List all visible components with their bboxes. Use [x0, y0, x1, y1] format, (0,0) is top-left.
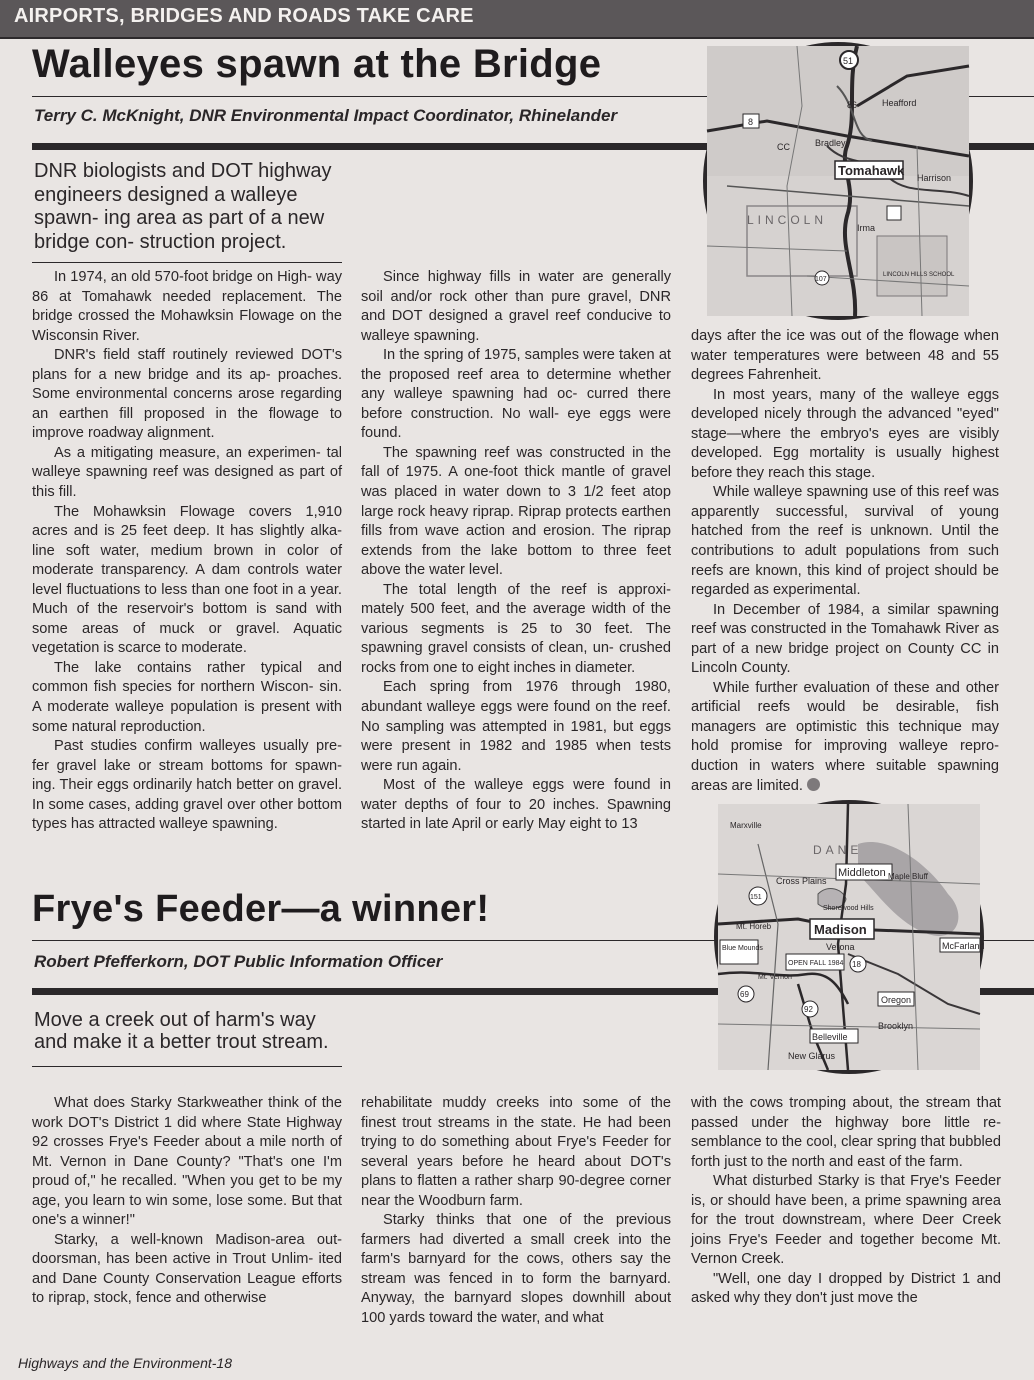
article1-byline: Terry C. McKnight, DNR Environmental Impact Coordinator, Rhinelander — [34, 106, 618, 125]
paragraph: The lake contains rather typical and common fish species for northern Wiscon- sin. A moderate walleye population is present with some natural reproduction. — [32, 659, 342, 735]
paragraph: While walleye spawning use of this reef was apparently successful, survival of young hatched from the reef is unknown. Until the contributions to adult populations from such reefs are known, this kind of project should be regarded as experimental. — [691, 484, 999, 599]
dek-rule — [32, 262, 342, 263]
article2-column-2 — [361, 1094, 671, 1329]
paragraph: "Well, one day I dropped by District 1 and asked why they don't just move the — [691, 1270, 1001, 1307]
paragraph: In most years, many of the walleye eggs developed nicely through the advanced "eyed" stage—where the embryo's eyes are visibly developed. Egg mortality is usually highest before they reach this stage. — [691, 386, 999, 481]
article2-byline: Robert Pfefferkorn, DOT Public Information Officer — [34, 952, 443, 971]
map-bradley-label: Bradley — [815, 138, 846, 148]
article1-column-2 — [361, 268, 671, 835]
section-banner — [0, 0, 1034, 39]
paragraph: What does Starky Starkweather think of the work DOT's District 1 did where State Highway 92 crosses Frye's Feeder about a mile north of Mt. Vernon in Dane County? "That's one I'm proud of," he recalled. "When you get to be my age, you learn to win some, lose some. But that one's a winner!" — [32, 1095, 342, 1229]
map-town-label: Tomahawk — [838, 163, 905, 178]
map-cross-plains-label: Cross Plains — [776, 876, 827, 886]
paragraph: In the spring of 1975, samples were taken at the proposed reef area to determine whether any walleye spawning had oc- curred there before construction. No wall- eye eggs were found. — [361, 347, 671, 442]
article2-dek: Move a creek out of harm's way and make it a better trout stream. — [34, 1009, 329, 1053]
map-shorewood-label: Shorewood Hills — [823, 905, 874, 912]
paragraph: Most of the walleye eggs were found in water depths of four to 20 inches. Spawning started in late April or early May eight to 13 — [361, 777, 671, 833]
map-hwy69-label: 69 — [740, 990, 749, 999]
tomahawk-map — [703, 42, 973, 320]
article2-column-3 — [691, 1094, 1001, 1309]
paragraph: What disturbed Starky is that Frye's Feeder is, or should have been, a prime spawning area for the trout downstream, where Deer Creek joins Frye's Feeder and together become Mt. Vernon Creek. — [691, 1173, 1001, 1268]
paragraph: rehabilitate muddy creeks into some of the finest trout streams in the state. He had been trying to do something about Frye's Feeder for several years before he heard about DOT's plans to flatten a rather sharp 90-degree corner near the Woodburn farm. — [361, 1095, 671, 1209]
map-school-label: LINCOLN HILLS SCHOOL — [883, 272, 955, 278]
dek-rule — [32, 1066, 342, 1067]
paragraph: Each spring from 1976 through 1980, abundant walleye eggs were found on the reef. No sampling was attempted in 1981, but eggs were present in 1982 and 1985 when tests were run again. — [361, 679, 671, 774]
map-dane-label: DANE — [813, 843, 863, 857]
tomahawk-map-drawing — [707, 46, 969, 316]
section-banner-text: AIRPORTS, BRIDGES AND ROADS TAKE CARE — [14, 5, 474, 27]
map-hwy86-label: 86 — [847, 100, 858, 110]
map-madison-label: Madison — [814, 922, 867, 937]
map-mt-horeb-label: Mt. Horeb — [736, 922, 772, 931]
map-cc-label: CC — [777, 142, 790, 152]
paragraph: DNR's field staff routinely reviewed DOT's plans for a new bridge and its ap- proaches. Some environmental concerns arose regarding an earthen fill proposed in the flowage to improve roadway alignment. — [32, 347, 342, 442]
map-verona-label: Verona — [826, 942, 855, 952]
map-hwy151-label: 151 — [750, 894, 762, 901]
map-middleton-label: Middleton — [838, 867, 886, 879]
paragraph: with the cows tromping about, the stream that passed under the highway bore little re- semblance to the cool, clear spring that bubbled forth just to the north and east of the farm. — [691, 1095, 1001, 1170]
map-oregon-label: Oregon — [881, 995, 912, 1005]
map-hwy51-label: 51 — [843, 56, 854, 66]
paragraph: Since highway fills in water are generally soil and/or rock other than pure gravel, DNR and DOT designed a gravel reef conducive to walleye spawning. — [361, 269, 671, 344]
map-irma-label: Irma — [857, 223, 875, 233]
map-marxville-label: Marxville — [730, 821, 762, 830]
paragraph: Past studies confirm walleyes usually pre- fer gravel lake or stream bottoms for spawn- ing. Their eggs ordinarily hatch better on gravel. In some cases, adding gravel over other bottom types has attracted walleye spawning. — [32, 738, 342, 833]
paragraph — [691, 679, 999, 796]
paragraph: As a mitigating measure, an experimen- tal walleye spawning reef was designed as part of this fill. — [32, 444, 342, 501]
map-heafford-label: Heafford — [882, 98, 917, 108]
paragraph: Starky, a well-known Madison-area out- doorsman, has been active in Trout Unlim- ited and Dane County Conservation League efforts to riprap, stock, fence and otherwise — [32, 1231, 342, 1307]
map-hwy8-label: 8 — [748, 117, 754, 127]
map-hwy107-label: 107 — [815, 276, 827, 283]
map-county-label: LINCOLN — [747, 213, 828, 227]
map-belleville-label: Belleville — [812, 1032, 848, 1042]
article1-dek: DNR biologists and DOT highway engineers designed a walleye spawn- ing area as part of a new bridge con- struction project. — [34, 160, 332, 253]
paragraph: The spawning reef was constructed in the fall of 1975. A one-foot thick mantle of gravel was placed in water down to 3 1/2 feet atop large rock heavy riprap. Riprap protects earthen fills from wave action and erosion. The riprap extends from the lake bottom to three feet above the water level. — [361, 444, 671, 579]
article1-column-3 — [691, 327, 999, 796]
article2-column-1 — [32, 1094, 342, 1309]
dane-county-map-drawing — [718, 804, 985, 1070]
map-mt-vernon-label: Mt. Vernon — [758, 974, 792, 981]
end-mark-icon — [807, 778, 820, 791]
article2-title: Frye's Feeder—a winner! — [32, 888, 490, 930]
map-brooklyn-label: Brooklyn — [878, 1021, 914, 1031]
paragraph: In December of 1984, a similar spawning reef was constructed in the Tomahawk River as part of a new bridge project on County CC in Lincoln County. — [691, 601, 999, 677]
map-blue-mounds-label: Blue Mounds — [722, 945, 763, 952]
article1-title: Walleyes spawn at the Bridge — [32, 42, 602, 86]
article1-column-1 — [32, 268, 342, 835]
map-mcfarland-label: McFarland — [942, 941, 985, 951]
paragraph: The Mohawksin Flowage covers 1,910 acres and is 25 feet deep. It has slightly alka- line soft water, medium brown in color of moderate transparency. A dam controls water level fluctuations to less than one foot in a year. Much of the reservoir's bottom is sand with some areas of muck or gravel. Aquatic vegetation is scarce to moderate. — [32, 503, 342, 657]
map-open-fall-label: OPEN FALL 1984 — [788, 960, 844, 967]
map-hwy18-label: 18 — [852, 960, 861, 969]
paragraph: In 1974, an old 570-foot bridge on High- way 86 at Tomahawk needed replacement. The bridge crossed the Mohawksin Flowage on the Wisconsin River. — [32, 269, 343, 344]
paragraph: The total length of the reef is approxi- mately 500 feet, and the average width of the various segments is 25 to 30 feet. The spawning gravel consists of clean, un- crushed rocks from one to eight inches in diameter. — [361, 581, 671, 676]
map-new-glarus-label: New Glarus — [788, 1051, 836, 1061]
paragraph: Starky thinks that one of the previous farmers had diverted a small creek into the farm's barnyard for the cows, others say the stream was fenced in to form the barnyard. Anyway, the barnyard slopes downhill about 100 yards toward the water, and what — [361, 1212, 671, 1327]
paragraph: days after the ice was out of the flowage when water temperatures were between 48 and 55 degrees Fahrenheit. — [691, 328, 999, 384]
page-footer: Highways and the Environment-18 — [18, 1355, 233, 1371]
last-paragraph-text: While further evaluation of these and other artificial reefs would be desirable, fish managers are optimistic this technique may hold promise for improving walleye repro- duction in waters where suitable spawning areas are limited. — [691, 679, 999, 794]
map-harrison-label: Harrison — [917, 173, 952, 183]
map-hwy92-label: 92 — [804, 1005, 813, 1014]
dane-county-map — [714, 800, 984, 1074]
map-maple-bluff-label: Maple Bluff — [888, 872, 928, 881]
